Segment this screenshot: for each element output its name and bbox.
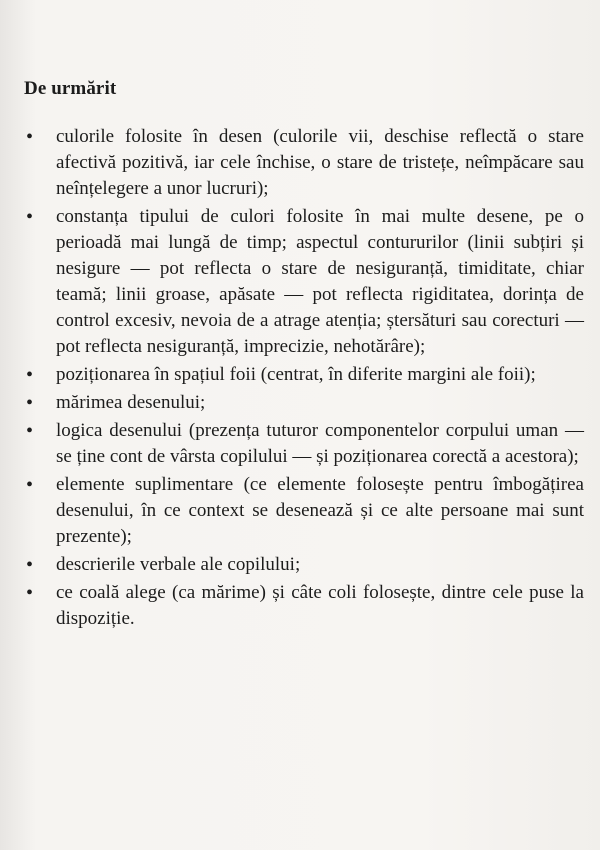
list-item-text: constanța tipului de culori folosite în mai multe desene, pe o perioadă mai lungă de timp; aspectul contururilor (linii subțiri și nesigure — pot reflecta o stare de nesiguranță, timiditate, chiar teamă; linii groase, apăsate — pot reflecta rigiditatea, dorința de control excesiv, nevoia de a atrage atenția; ștersături sau corecturi — pot reflecta nesiguranță, imprecizie, nehotărâre); xyxy=(56,206,584,357)
bullet-icon: • xyxy=(26,392,34,414)
list-item xyxy=(24,362,584,388)
list-item-text: logica desenului (prezența tuturor componentelor corpului uman — se ține cont de vârsta copilului — și poziționarea corectă a acestora); xyxy=(56,420,584,467)
list-item xyxy=(24,390,584,416)
list-item xyxy=(24,472,584,550)
list-item xyxy=(24,552,584,578)
list-item-text: culorile folosite în desen (culorile vii, deschise reflectă o stare afectivă pozitivă, iar cele închise, o stare de tristețe, neîmpăcare sau neînțelegere a unor lucruri); xyxy=(56,126,584,199)
list-item xyxy=(24,124,584,202)
bullet-icon: • xyxy=(26,206,34,228)
bullet-list xyxy=(24,124,584,634)
section-heading: De urmărit xyxy=(24,78,117,99)
list-item xyxy=(24,204,584,360)
list-item-text: descrierile verbale ale copilului; xyxy=(56,554,301,575)
list-item-text: ce coală alege (ca mărime) și câte coli folosește, dintre cele puse la dispoziție. xyxy=(56,582,584,629)
list-item-text: mărimea desenului; xyxy=(56,392,206,413)
bullet-icon: • xyxy=(26,126,34,148)
list-item-text: poziționarea în spațiul foii (centrat, în diferite margini ale foii); xyxy=(56,364,536,385)
bullet-icon: • xyxy=(26,554,34,576)
bullet-icon: • xyxy=(26,582,34,604)
list-item xyxy=(24,418,584,470)
bullet-icon: • xyxy=(26,474,34,496)
bullet-icon: • xyxy=(26,420,34,442)
list-item xyxy=(24,580,584,632)
bullet-icon: • xyxy=(26,364,34,386)
list-item-text: elemente suplimentare (ce elemente folosește pentru îmbogățirea desenului, în ce context se desenează și ce alte persoane mai sunt prezente); xyxy=(56,474,584,547)
